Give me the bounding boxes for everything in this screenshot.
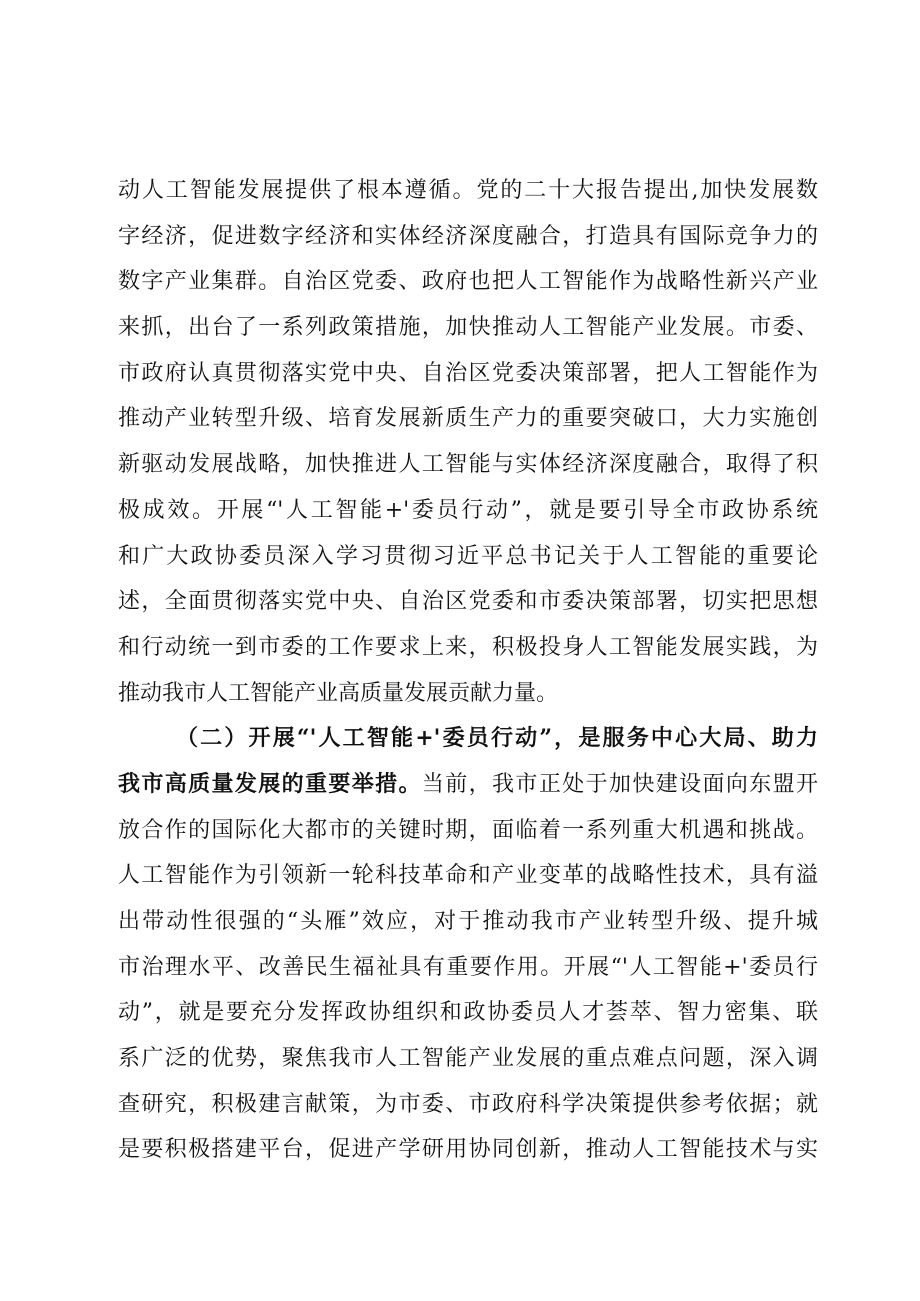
- paragraph-line: 查研究，积极建言献策，为市委、市政府科学决策提供参考依据；就: [118, 1091, 818, 1117]
- paragraph-line: 动”，就是要充分发挥政协组织和政协委员人才荟萃、智力密集、联: [118, 1000, 818, 1026]
- paragraph-line: 放合作的国际化大都市的关键时期，面临着一系列重大机遇和挑战。: [118, 817, 818, 843]
- paragraph-line: 系广泛的优势，聚焦我市人工智能产业发展的重点难点问题，深入调: [118, 1046, 818, 1072]
- section-heading-line: （二）开展“'人工智能+'委员行动”，是服务中心大局、助力: [176, 725, 818, 752]
- paragraph-line: 字经济，促进数字经济和实体经济深度融合，打造具有国际竞争力的: [118, 223, 818, 249]
- paragraph-line: 人工智能作为引领新一轮科技革命和产业变革的战略性技术，具有溢: [118, 863, 818, 889]
- paragraph-line: 和行动统一到市委的工作要求上来，积极投身人工智能发展实践，为: [118, 634, 818, 660]
- paragraph-line: 市治理水平、改善民生福祉具有重要作用。开展“'人工智能+'委员行: [118, 954, 818, 980]
- paragraph-line: 推动产业转型升级、培育发展新质生产力的重要突破口，大力实施创: [118, 406, 818, 432]
- body-text: [118, 168, 818, 1173]
- paragraph-line: 新驱动发展战略，加快推进人工智能与实体经济深度融合，取得了积: [118, 452, 818, 478]
- paragraph-line: 推动我市人工智能产业高质量发展贡献力量。: [118, 680, 559, 706]
- section-heading-tail: 我市高质量发展的重要举措。: [118, 770, 422, 797]
- paragraph-line: 出带动性很强的“头雁”效应，对于推动我市产业转型升级、提升城: [118, 909, 818, 934]
- paragraph-line: [118, 762, 818, 808]
- paragraph-text: 当前，我市正处于加快建设面向东盟开: [421, 771, 818, 797]
- paragraph-line: 是要积极搭建平台，促进产学研用协同创新，推动人工智能技术与实: [118, 1137, 818, 1163]
- paragraph-line: 和广大政协委员深入学习贯彻习近平总书记关于人工智能的重要论: [118, 543, 818, 569]
- paragraph-line: 述，全面贯彻落实党中央、自治区党委和市委决策部署，切实把思想: [118, 589, 818, 615]
- paragraph-line: 极成效。开展“'人工智能+'委员行动”，就是要引导全市政协系统: [118, 497, 818, 523]
- paragraph-line: 来抓，出台了一系列政策措施，加快推动人工智能产业发展。市委、: [118, 315, 818, 341]
- paragraph-line: 市政府认真贯彻落实党中央、自治区党委决策部署，把人工智能作为: [118, 360, 818, 386]
- paragraph-line: 动人工智能发展提供了根本遵循。党的二十大报告提出,加快发展数: [118, 178, 818, 203]
- paragraph-line: 数字产业集群。自治区党委、政府也把人工智能作为战略性新兴产业: [118, 269, 818, 295]
